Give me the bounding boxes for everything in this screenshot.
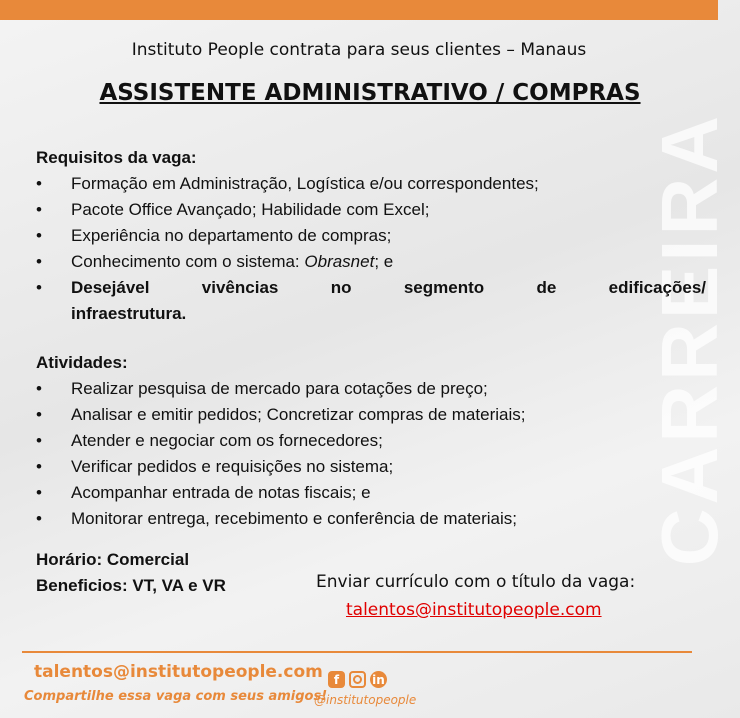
apply-email-link[interactable]: talentos@institutopeople.com (346, 600, 602, 620)
requisitos-heading: Requisitos da vaga: (36, 148, 197, 167)
atividades-list (36, 376, 706, 532)
page-subtitle: Instituto People contrata para seus clientes – Manaus (131, 40, 587, 60)
watermark-text: CARREIRA (645, 112, 734, 567)
bullet: • (36, 457, 42, 476)
list-item: • Formação em Administração, Logística e/ou correspondentes; (36, 171, 706, 197)
facebook-icon[interactable]: f (328, 671, 345, 688)
list-item: • Realizar pesquisa de mercado para cotações de preço; (36, 376, 706, 402)
page-title: ASSISTENTE ADMINISTRATIVO / COMPRAS (99, 80, 641, 106)
bullet: • (36, 252, 42, 271)
system-name: Obrasnet (304, 252, 375, 271)
instagram-icon[interactable] (349, 671, 366, 688)
social-handle: @institutopeople (314, 693, 417, 707)
list-item: • Verificar pedidos e requisições no sistema; (36, 454, 706, 480)
list-item-continuation: infraestrutura. (71, 304, 187, 323)
bullet: • (36, 379, 42, 398)
bullet: • (36, 483, 42, 502)
list-item: • Conhecimento com o sistema: Obrasnet; e (36, 249, 706, 275)
bullet: • (36, 226, 42, 245)
horario: Horário: Comercial (36, 550, 190, 569)
beneficios: Beneficios: VT, VA e VR (36, 576, 226, 595)
footer-share-text: Compartilhe essa vaga com seus amigos! (24, 689, 328, 704)
top-accent-bar (0, 0, 718, 20)
bullet: • (36, 509, 42, 528)
bullet: • (36, 405, 42, 424)
footer-email: talentos@institutopeople.com (34, 662, 323, 682)
list-item: • Desejável vivências no segmento de edificações/ (36, 275, 706, 301)
atividades-heading: Atividades: (36, 353, 128, 372)
list-item: • Pacote Office Avançado; Habilidade com Excel; (36, 197, 706, 223)
requisitos-list (36, 171, 706, 301)
bullet: • (36, 174, 42, 193)
list-item: • Experiência no departamento de compras; (36, 223, 706, 249)
social-icons (328, 671, 387, 688)
bullet: • (36, 278, 42, 297)
list-item: • Atender e negociar com os fornecedores; (36, 428, 706, 454)
list-item: • Monitorar entrega, recebimento e conferência de materiais; (36, 506, 706, 532)
linkedin-icon[interactable]: in (370, 671, 387, 688)
apply-instructions: Enviar currículo com o título da vaga: (316, 572, 636, 592)
list-item: • Analisar e emitir pedidos; Concretizar compras de materiais; (36, 402, 706, 428)
bullet: • (36, 200, 42, 219)
footer-divider (22, 651, 692, 653)
list-item: • Acompanhar entrada de notas fiscais; e (36, 480, 706, 506)
bullet: • (36, 431, 42, 450)
